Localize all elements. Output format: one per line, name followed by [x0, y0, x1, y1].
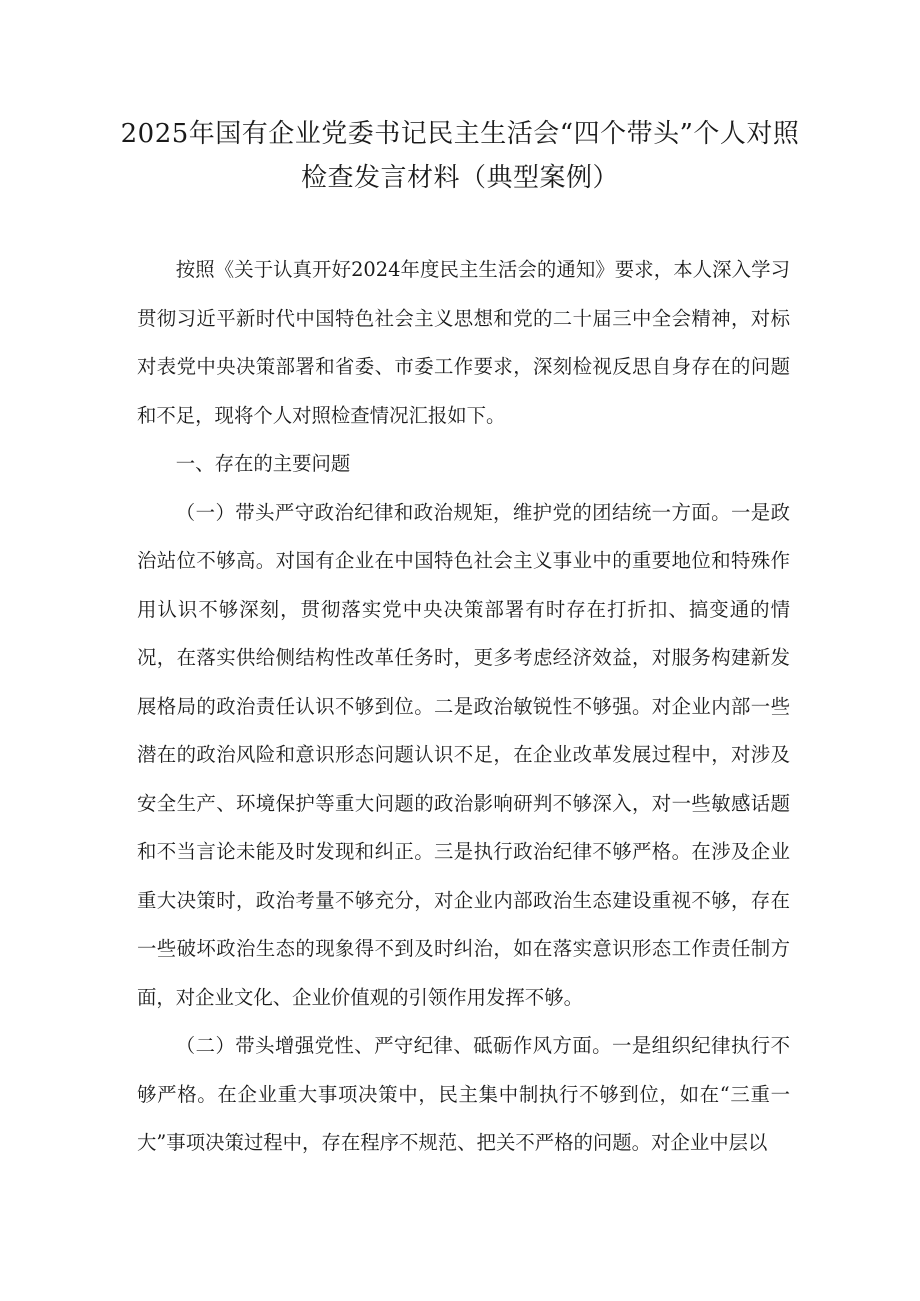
intro-paragraph: 按照《关于认真开好2024年度民主生活会的通知》要求，本人深入学习贯彻习近平新时代中国特色社会主义思想和党的二十届三中全会精神，对标对表党中央决策部署和省委、市委工作要求，深刻检视反思自身存在的问题和不足，现将个人对照检查情况汇报如下。	[137, 258, 790, 427]
section-paragraph-1: （一）带头严守政治纪律和政治规矩，维护党的团结统一方面。一是政治站位不够高。对国有企业在中国特色社会主义事业中的重要地位和特殊作用认识不够深刻，贯彻落实党中央决策部署有时存在打折扣、搞变通的情况，在落实供给侧结构性改革任务时，更多考虑经济效益，对服务构建新发展格局的政治责任认识不够到位。二是政治敏锐性不够强。对企业内部一些潜在的政治风险和意识形态问题认识不足，在企业改革发展过程中，对涉及安全生产、环境保护等重大问题的政治影响研判不够深入，对一些敏感话题和不当言论未能及时发现和纠正。三是执行政治纪律不够严格。在涉及企业重大决策时，政治考量不够充分，对企业内部政治生态建设重视不够，存在一些破坏政治生态的现象得不到及时纠治，如在落实意识形态工作责任制方面，对企业文化、企业价值观的引领作用发挥不够。	[137, 500, 790, 1009]
document-title: 2025年国有企业党委书记民主生活会“四个带头”个人对照检查发言材料（典型案例）	[120, 119, 800, 193]
section-heading: 一、存在的主要问题	[175, 452, 351, 475]
section-paragraph-2: （二）带头增强党性、严守纪律、砥砺作风方面。一是组织纪律执行不够严格。在企业重大事项决策中，民主集中制执行不够到位，如在“三重一大”事项决策过程中，存在程序不规范、把关不严格的问题。对企业中层以	[137, 1034, 790, 1154]
document-body	[137, 246, 790, 1168]
